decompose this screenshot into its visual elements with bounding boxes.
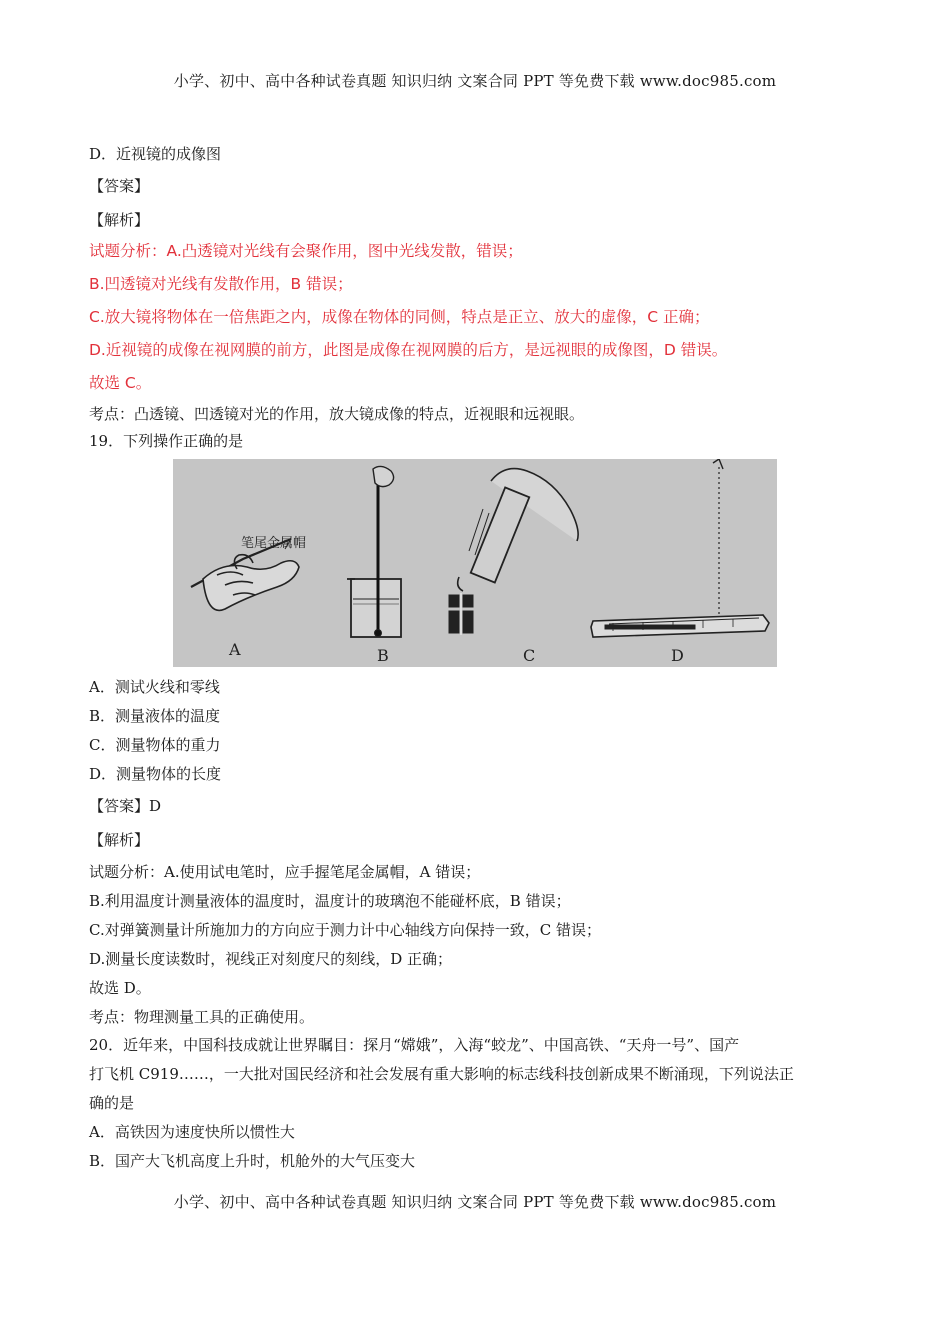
q19-answer: 【答案】D [89,797,162,815]
q19-analysis-line: C.对弹簧测量计所施加力的方向应于测力计中心轴线方向保持一致，C 错误； [89,921,601,939]
q20-question-line: 20．近年来，中国科技成就让世界瞩目：探月“嫦娥”，入海“蛟龙”、中国高铁、“天舟一号”、国产 [89,1036,740,1054]
q19-kaodian: 考点：物理测量工具的正确使用。 [89,1008,315,1026]
figure-label-c: C [523,646,536,665]
q18-analysis-line: B.凹透镜对光线有发散作用，B 错误； [89,275,353,293]
page-footer: 小学、初中、高中各种试卷真题 知识归纳 文案合同 PPT 等免费下载 www.doc985.com [173,1193,777,1211]
q18-answer-label: 【答案】 [89,177,150,195]
q20-option: B．国产大飞机高度上升时，机舱外的大气压变大 [89,1152,416,1170]
q18-analysis-line: C.放大镜将物体在一倍焦距之内，成像在物体的同侧，特点是正立、放大的虚像，C 正确； [89,308,710,326]
q18-analysis-line: 试题分析：A.凸透镜对光线有会聚作用，图中光线发散，错误； [89,242,523,260]
q19-option: B．测量液体的温度 [89,707,221,725]
figure-label-a: A [229,640,241,659]
q20-option: A．高铁因为速度快所以惯性大 [89,1123,295,1141]
q19-figure [173,459,777,667]
q19-option: C．测量物体的重力 [89,736,221,754]
q19-analysis-label: 【解析】 [89,831,150,849]
q19-analysis-line: 故选 D。 [89,979,151,997]
q19-analysis-line: D.测量长度读数时，视线正对刻度尺的刻线，D 正确； [89,950,453,968]
figure-label-b: B [377,646,389,665]
q19-option: D．测量物体的长度 [89,765,222,783]
q18-option-d: D．近视镜的成像图 [89,145,222,163]
q19-option: A．测试火线和零线 [89,678,220,696]
page-header: 小学、初中、高中各种试卷真题 知识归纳 文案合同 PPT 等免费下载 www.doc985.com [173,72,777,90]
q18-kaodian: 考点：凸透镜、凹透镜对光的作用，放大镜成像的特点，近视眼和远视眼。 [89,405,585,423]
q19-question: 19．下列操作正确的是 [89,432,244,450]
q18-analysis-line: 故选 C。 [89,374,152,392]
q18-analysis-label: 【解析】 [89,211,150,229]
q19-analysis-line: 试题分析：A.使用试电笔时，应手握笔尾金属帽，A 错误； [89,863,481,881]
pen-label: 笔尾金属帽 [241,536,307,551]
figure-label-d: D [671,646,684,665]
q19-analysis-line: B.利用温度计测量液体的温度时，温度计的玻璃泡不能碰杯底，B 错误； [89,892,571,910]
q20-question-line: 打飞机 C919……，一大批对国民经济和社会发展有重大影响的标志线科技创新成果不断涌现，下列说法正 [89,1065,794,1083]
q18-analysis-line: D.近视镜的成像在视网膜的前方，此图是成像在视网膜的后方，是远视眼的成像图，D 错误。 [89,341,728,359]
q20-question-line: 确的是 [89,1094,135,1112]
